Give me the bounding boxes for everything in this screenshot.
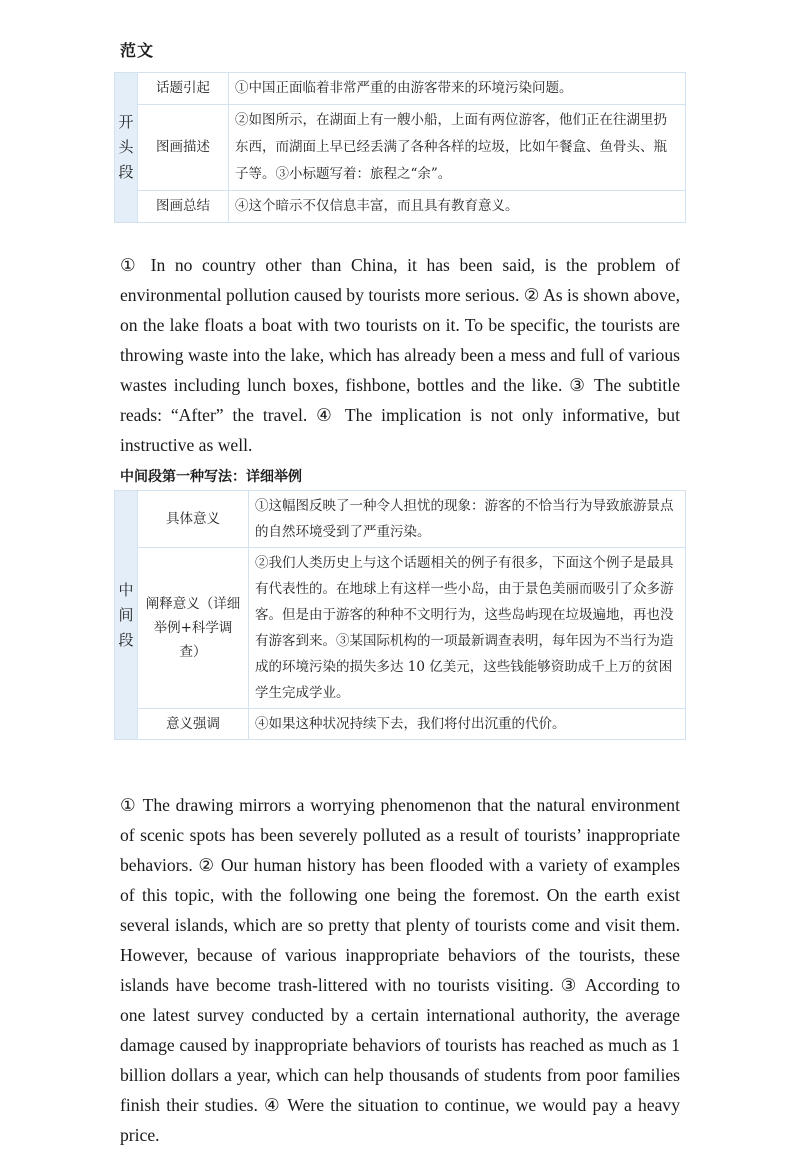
table-row (115, 491, 686, 548)
row-content: ①这幅图反映了一种令人担忧的现象：游客的不恰当行为导致旅游景点的自然环境受到了严重污染。 (249, 491, 686, 548)
middle-section-heading: 中间段第一种写法：详细举例 (120, 469, 302, 485)
side-label-char: 段 (118, 630, 134, 649)
row-label: 具体意义 (138, 491, 249, 548)
opening-paragraph-outline-table (114, 72, 686, 223)
row-label: 图画描述 (138, 105, 229, 191)
side-label-char: 间 (118, 605, 134, 624)
row-content: ②如图所示，在湖面上有一艘小船，上面有两位游客，他们正在往湖里扔东西，而湖面上早已经丢满了各种各样的垃圾，比如午餐盒、鱼骨头、瓶子等。③小标题写着：旅程之“余”。 (229, 105, 686, 191)
row-label: 图画总结 (138, 191, 229, 223)
english-paragraph-opening: ① In no country other than China, it has been said, is the problem of environmental pollution caused by tourists more serious. ② As is shown above, on the lake floats a boat with two tourists on it. To be specific, the tourists are throwing waste into the lake, which has already been a mess and full of various wastes including lunch boxes, fishbone, bottles and the like. ③ The subtitle reads: “After” the travel. ④ The implication is not only informative, but instructive as well. (120, 254, 680, 455)
side-label-char: 开 (118, 113, 134, 131)
row-content: ④如果这种状况持续下去，我们将付出沉重的代价。 (249, 709, 686, 740)
row-label: 意义强调 (138, 709, 249, 740)
row-label: 话题引起 (138, 73, 229, 105)
table-row (115, 73, 686, 105)
section-title: 范文 (120, 41, 155, 60)
row-label: 阐释意义（详细举例+科学调查） (138, 548, 249, 709)
side-label-char: 头 (118, 138, 134, 156)
side-label-char: 段 (118, 163, 134, 181)
table-row (115, 191, 686, 223)
row-content: ④这个暗示不仅信息丰富，而且具有教育意义。 (229, 191, 686, 223)
table-row (115, 548, 686, 709)
side-label-char: 中 (118, 580, 134, 599)
middle-paragraph-outline-table (114, 490, 686, 740)
table-row (115, 105, 686, 191)
table-row (115, 709, 686, 740)
side-label-opening (115, 73, 138, 223)
row-content: ②我们人类历史上与这个话题相关的例子有很多，下面这个例子是最具有代表性的。在地球上有这样一些小岛，由于景色美丽而吸引了众多游客。但是由于游客的种种不文明行为，这些岛屿现在垃圾遍地，再也没有游客到来。③某国际机构的一项最新调查表明，每年因为不当行为造成的环境污染的损失多达 10 亿美元，这些钱能够资助成千上万的贫困学生完成学业。 (249, 548, 686, 709)
english-paragraph-middle: ① The drawing mirrors a worrying phenomenon that the natural environment of scenic spots has been severely polluted as a result of tourists’ inappropriate behaviors. ② Our human history has been flooded with a variety of examples of this topic, with the following one being the foremost. On the earth exist several islands, which are so pretty that plenty of tourists come and visit them. However, because of various inappropriate behaviors of the tourists, these islands have become trash-littered with no tourists visiting. ③ According to one latest survey conducted by a certain international authority, the average damage caused by inappropriate behaviors of tourists has reached as much as 1 billion dollars a year, which can help thousands of students from poor families finish their studies. ④ Were the situation to continue, we would pay a heavy price. (120, 794, 680, 1145)
row-content: ①中国正面临着非常严重的由游客带来的环境污染问题。 (229, 73, 686, 105)
side-label-middle (115, 491, 138, 740)
